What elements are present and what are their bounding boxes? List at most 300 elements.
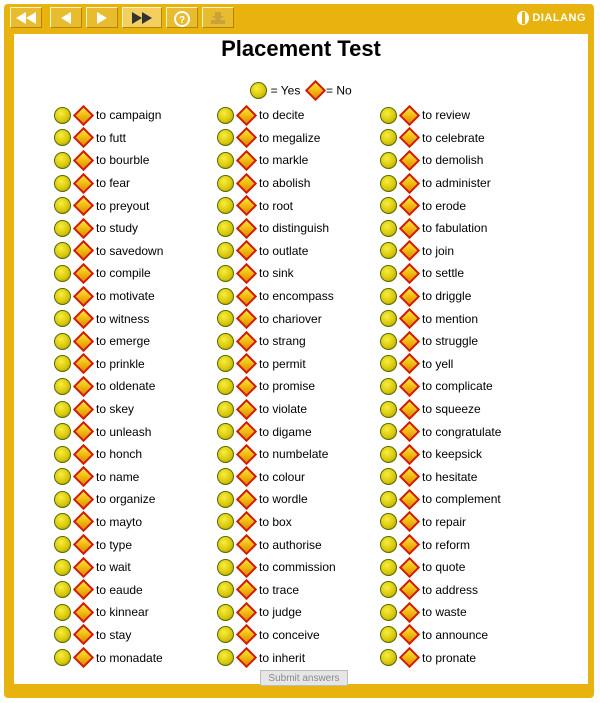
no-button[interactable] xyxy=(399,127,420,148)
word-label: to address xyxy=(422,582,479,597)
yes-button[interactable] xyxy=(217,129,234,146)
yes-button[interactable] xyxy=(54,333,71,350)
word-item xyxy=(380,285,560,308)
word-label: to inherit xyxy=(259,650,306,665)
legend xyxy=(14,82,588,99)
word-label: to repair xyxy=(422,514,467,529)
word-item xyxy=(217,307,397,330)
word-label: to emerge xyxy=(96,334,151,349)
no-button[interactable] xyxy=(73,195,94,216)
yes-button[interactable] xyxy=(380,288,397,305)
no-button[interactable] xyxy=(399,376,420,397)
word-item xyxy=(380,578,560,601)
word-item xyxy=(380,353,560,376)
word-label: to driggle xyxy=(422,289,472,304)
yes-button[interactable] xyxy=(54,649,71,666)
word-label: to mention xyxy=(422,311,479,326)
yes-button[interactable] xyxy=(217,446,234,463)
right-arrow-icon xyxy=(91,11,113,25)
no-button[interactable] xyxy=(399,444,420,465)
dialang-logo xyxy=(516,10,586,26)
yes-button[interactable] xyxy=(217,333,234,350)
yes-button[interactable] xyxy=(54,626,71,643)
yes-button[interactable] xyxy=(217,559,234,576)
word-label: to judge xyxy=(259,605,302,620)
yes-button[interactable] xyxy=(380,333,397,350)
word-item xyxy=(217,149,397,172)
page-title: Placement Test xyxy=(221,36,381,61)
yes-button[interactable] xyxy=(54,288,71,305)
yes-button[interactable] xyxy=(380,581,397,598)
word-label: to motivate xyxy=(96,289,155,304)
no-button[interactable] xyxy=(399,331,420,352)
no-button[interactable] xyxy=(236,534,257,555)
word-item xyxy=(217,646,397,669)
no-button[interactable] xyxy=(236,647,257,668)
word-item xyxy=(380,511,560,534)
no-button[interactable] xyxy=(399,534,420,555)
yes-button[interactable] xyxy=(54,536,71,553)
no-button[interactable] xyxy=(236,489,257,510)
word-label: to colour xyxy=(259,469,306,484)
word-label: to review xyxy=(422,108,471,123)
yes-button[interactable] xyxy=(54,310,71,327)
word-item xyxy=(54,533,234,556)
yes-button[interactable] xyxy=(217,310,234,327)
no-button[interactable] xyxy=(73,331,94,352)
word-item xyxy=(380,375,560,398)
word-item xyxy=(217,262,397,285)
no-button[interactable] xyxy=(399,466,420,487)
word-label: to numbelate xyxy=(259,447,329,462)
no-button[interactable] xyxy=(236,263,257,284)
word-item xyxy=(54,375,234,398)
word-item xyxy=(54,601,234,624)
yes-button[interactable] xyxy=(217,423,234,440)
word-item xyxy=(217,127,397,150)
no-button[interactable] xyxy=(399,240,420,261)
word-label: to monadate xyxy=(96,650,163,665)
yes-button[interactable] xyxy=(217,513,234,530)
word-item xyxy=(54,172,234,195)
word-item xyxy=(217,443,397,466)
word-item xyxy=(54,646,234,669)
save-button[interactable] xyxy=(202,7,234,28)
word-label: to wordle xyxy=(259,492,308,507)
no-button[interactable] xyxy=(73,263,94,284)
yes-button[interactable] xyxy=(380,468,397,485)
yes-button[interactable] xyxy=(54,446,71,463)
yes-button[interactable] xyxy=(380,355,397,372)
yes-button[interactable] xyxy=(380,265,397,282)
word-label: to bourble xyxy=(96,153,150,168)
word-label: to mayto xyxy=(96,514,143,529)
word-item xyxy=(54,624,234,647)
word-label: to trace xyxy=(259,582,300,597)
word-label: to struggle xyxy=(422,334,479,349)
no-button[interactable] xyxy=(399,172,420,193)
word-label: to megalize xyxy=(259,130,321,145)
no-button[interactable] xyxy=(73,398,94,419)
yes-icon xyxy=(250,82,267,99)
yes-button[interactable] xyxy=(54,468,71,485)
toolbar xyxy=(4,4,594,32)
legend-yes-label: = Yes xyxy=(270,83,301,98)
yes-button[interactable] xyxy=(217,626,234,643)
yes-button[interactable] xyxy=(54,265,71,282)
no-button[interactable] xyxy=(236,398,257,419)
word-label: to keepsick xyxy=(422,447,483,462)
no-button[interactable] xyxy=(399,647,420,668)
word-label: to unleash xyxy=(96,424,152,439)
word-item xyxy=(54,556,234,579)
word-item xyxy=(380,420,560,443)
yes-button[interactable] xyxy=(54,513,71,530)
no-button[interactable] xyxy=(73,444,94,465)
yes-button[interactable] xyxy=(217,604,234,621)
yes-button[interactable] xyxy=(217,649,234,666)
word-item xyxy=(217,556,397,579)
double-left-arrow-icon xyxy=(15,11,37,25)
yes-button[interactable] xyxy=(217,197,234,214)
word-label: to join xyxy=(422,243,455,258)
word-item xyxy=(380,149,560,172)
word-item xyxy=(380,646,560,669)
word-label: to honch xyxy=(96,447,143,462)
no-button[interactable] xyxy=(399,150,420,171)
yes-button[interactable] xyxy=(54,152,71,169)
no-button[interactable] xyxy=(399,602,420,623)
no-button[interactable] xyxy=(73,421,94,442)
word-label: to outlate xyxy=(259,243,309,258)
logo-text: DIALANG xyxy=(532,12,586,24)
main-content xyxy=(14,34,588,684)
word-item xyxy=(380,466,560,489)
yes-button[interactable] xyxy=(54,378,71,395)
submit-button[interactable]: Submit answers xyxy=(260,670,348,686)
yes-button[interactable] xyxy=(380,220,397,237)
word-item xyxy=(54,466,234,489)
yes-button[interactable] xyxy=(217,581,234,598)
no-button[interactable] xyxy=(73,511,94,532)
word-label: to administer xyxy=(422,176,491,191)
word-item xyxy=(217,217,397,240)
word-item xyxy=(380,172,560,195)
no-button[interactable] xyxy=(236,511,257,532)
word-item xyxy=(217,353,397,376)
word-item xyxy=(54,217,234,240)
yes-button[interactable] xyxy=(54,107,71,124)
word-label: to congratulate xyxy=(422,424,502,439)
next-button[interactable] xyxy=(122,7,162,28)
no-button[interactable] xyxy=(399,398,420,419)
yes-button[interactable] xyxy=(380,152,397,169)
word-label: to abolish xyxy=(259,176,311,191)
word-label: to compile xyxy=(96,266,151,281)
word-item xyxy=(380,307,560,330)
legend-no-label: = No xyxy=(326,83,352,98)
yes-button[interactable] xyxy=(54,423,71,440)
word-item xyxy=(217,488,397,511)
yes-button[interactable] xyxy=(380,423,397,440)
yes-button[interactable] xyxy=(380,536,397,553)
word-item xyxy=(380,624,560,647)
word-item xyxy=(217,375,397,398)
no-button[interactable] xyxy=(399,489,420,510)
word-item xyxy=(54,104,234,127)
no-button[interactable] xyxy=(399,308,420,329)
no-button[interactable] xyxy=(236,579,257,600)
word-label: to fabulation xyxy=(422,221,488,236)
no-button[interactable] xyxy=(399,579,420,600)
no-button[interactable] xyxy=(236,557,257,578)
no-button[interactable] xyxy=(399,624,420,645)
no-button[interactable] xyxy=(236,218,257,239)
no-button[interactable] xyxy=(399,195,420,216)
no-button[interactable] xyxy=(399,511,420,532)
back-button[interactable] xyxy=(50,7,82,28)
no-button[interactable] xyxy=(236,105,257,126)
word-label: to strang xyxy=(259,334,306,349)
word-item xyxy=(380,443,560,466)
no-button[interactable] xyxy=(73,602,94,623)
word-item xyxy=(380,194,560,217)
svg-text:?: ? xyxy=(178,15,186,26)
word-item xyxy=(217,104,397,127)
logo-icon xyxy=(516,10,530,26)
word-item xyxy=(380,330,560,353)
help-button[interactable] xyxy=(166,7,198,28)
yes-button[interactable] xyxy=(380,378,397,395)
word-label: to name xyxy=(96,469,140,484)
word-label: to futt xyxy=(96,130,127,145)
word-label: to waste xyxy=(422,605,467,620)
word-label: to savedown xyxy=(96,243,164,258)
yes-button[interactable] xyxy=(380,175,397,192)
word-item xyxy=(380,398,560,421)
word-item xyxy=(54,488,234,511)
word-item xyxy=(54,127,234,150)
word-item xyxy=(54,330,234,353)
no-button[interactable] xyxy=(399,263,420,284)
word-label: to decite xyxy=(259,108,305,123)
no-button[interactable] xyxy=(236,624,257,645)
no-button[interactable] xyxy=(236,421,257,442)
no-button[interactable] xyxy=(399,557,420,578)
no-button[interactable] xyxy=(73,172,94,193)
yes-button[interactable] xyxy=(380,559,397,576)
no-button[interactable] xyxy=(73,489,94,510)
yes-button[interactable] xyxy=(217,265,234,282)
no-button[interactable] xyxy=(73,466,94,487)
yes-button[interactable] xyxy=(217,220,234,237)
no-button[interactable] xyxy=(236,376,257,397)
yes-button[interactable] xyxy=(54,242,71,259)
no-button[interactable] xyxy=(73,353,94,374)
word-column-1 xyxy=(54,104,234,669)
no-button[interactable] xyxy=(73,127,94,148)
word-label: to eaude xyxy=(96,582,143,597)
yes-button[interactable] xyxy=(217,175,234,192)
word-label: to erode xyxy=(422,198,467,213)
word-item xyxy=(217,420,397,443)
word-label: to digame xyxy=(259,424,312,439)
word-label: to fear xyxy=(96,176,131,191)
no-button[interactable] xyxy=(236,127,257,148)
word-label: to box xyxy=(259,514,292,529)
word-label: to pronate xyxy=(422,650,477,665)
no-button[interactable] xyxy=(236,285,257,306)
word-label: to preyout xyxy=(96,198,150,213)
download-icon xyxy=(208,11,228,25)
yes-button[interactable] xyxy=(380,401,397,418)
no-button[interactable] xyxy=(236,150,257,171)
yes-button[interactable] xyxy=(380,649,397,666)
no-button[interactable] xyxy=(73,557,94,578)
yes-button[interactable] xyxy=(217,355,234,372)
word-item xyxy=(54,443,234,466)
no-button[interactable] xyxy=(73,376,94,397)
no-button[interactable] xyxy=(236,172,257,193)
yes-button[interactable] xyxy=(380,491,397,508)
yes-button[interactable] xyxy=(54,604,71,621)
yes-button[interactable] xyxy=(380,513,397,530)
word-item xyxy=(217,398,397,421)
word-label: to root xyxy=(259,198,294,213)
yes-button[interactable] xyxy=(380,310,397,327)
no-button[interactable] xyxy=(73,624,94,645)
yes-button[interactable] xyxy=(217,536,234,553)
yes-button[interactable] xyxy=(217,152,234,169)
yes-button[interactable] xyxy=(217,401,234,418)
no-button[interactable] xyxy=(73,579,94,600)
word-item xyxy=(217,240,397,263)
word-label: to demolish xyxy=(422,153,484,168)
word-item xyxy=(380,104,560,127)
yes-button[interactable] xyxy=(217,242,234,259)
word-label: to authorise xyxy=(259,537,322,552)
word-label: to markle xyxy=(259,153,309,168)
yes-button[interactable] xyxy=(217,107,234,124)
no-button[interactable] xyxy=(399,421,420,442)
word-label: to violate xyxy=(259,402,308,417)
word-label: to campaign xyxy=(96,108,162,123)
yes-button[interactable] xyxy=(54,220,71,237)
no-button[interactable] xyxy=(399,218,420,239)
word-label: to organize xyxy=(96,492,156,507)
word-column-2 xyxy=(217,104,397,669)
no-button[interactable] xyxy=(399,105,420,126)
word-item xyxy=(217,194,397,217)
yes-button[interactable] xyxy=(54,491,71,508)
word-label: to celebrate xyxy=(422,130,485,145)
no-button[interactable] xyxy=(236,602,257,623)
word-label: to sink xyxy=(259,266,294,281)
no-button[interactable] xyxy=(236,331,257,352)
yes-button[interactable] xyxy=(54,559,71,576)
help-icon xyxy=(173,11,191,27)
word-label: to announce xyxy=(422,627,489,642)
yes-button[interactable] xyxy=(54,581,71,598)
no-button[interactable] xyxy=(73,218,94,239)
word-item xyxy=(217,330,397,353)
word-label: to skey xyxy=(96,402,135,417)
yes-button[interactable] xyxy=(380,446,397,463)
yes-button[interactable] xyxy=(217,491,234,508)
word-label: to complicate xyxy=(422,379,493,394)
no-button[interactable] xyxy=(73,647,94,668)
word-item xyxy=(54,578,234,601)
no-button[interactable] xyxy=(73,308,94,329)
yes-button[interactable] xyxy=(217,288,234,305)
app-frame xyxy=(4,4,594,698)
no-button[interactable] xyxy=(73,105,94,126)
yes-button[interactable] xyxy=(380,197,397,214)
forward-button[interactable] xyxy=(86,7,118,28)
no-button[interactable] xyxy=(73,150,94,171)
no-button[interactable] xyxy=(399,353,420,374)
no-button[interactable] xyxy=(236,353,257,374)
yes-button[interactable] xyxy=(380,604,397,621)
no-button[interactable] xyxy=(236,444,257,465)
word-item xyxy=(380,533,560,556)
yes-button[interactable] xyxy=(380,129,397,146)
no-button[interactable] xyxy=(73,285,94,306)
word-item xyxy=(54,149,234,172)
word-item xyxy=(54,307,234,330)
word-label: to permit xyxy=(259,356,306,371)
word-item xyxy=(380,488,560,511)
word-label: to reform xyxy=(422,537,471,552)
no-button[interactable] xyxy=(73,240,94,261)
word-label: to stay xyxy=(96,627,132,642)
yes-button[interactable] xyxy=(217,468,234,485)
word-item xyxy=(217,601,397,624)
word-column-3 xyxy=(380,104,560,669)
word-item xyxy=(54,262,234,285)
first-page-button[interactable] xyxy=(10,7,42,28)
yes-button[interactable] xyxy=(380,242,397,259)
word-label: to prinkle xyxy=(96,356,145,371)
no-button[interactable] xyxy=(73,534,94,555)
no-button[interactable] xyxy=(399,285,420,306)
yes-button[interactable] xyxy=(54,175,71,192)
yes-button[interactable] xyxy=(217,378,234,395)
word-label: to study xyxy=(96,221,139,236)
word-label: to complement xyxy=(422,492,501,507)
word-label: to settle xyxy=(422,266,465,281)
yes-button[interactable] xyxy=(54,401,71,418)
word-item xyxy=(217,172,397,195)
word-item xyxy=(217,285,397,308)
word-label: to encompass xyxy=(259,289,334,304)
no-button[interactable] xyxy=(236,466,257,487)
yes-button[interactable] xyxy=(54,355,71,372)
no-button[interactable] xyxy=(236,308,257,329)
yes-button[interactable] xyxy=(54,129,71,146)
word-item xyxy=(217,466,397,489)
yes-button[interactable] xyxy=(54,197,71,214)
word-item xyxy=(217,624,397,647)
word-item xyxy=(54,285,234,308)
word-item xyxy=(380,556,560,579)
no-button[interactable] xyxy=(236,240,257,261)
word-label: to conceive xyxy=(259,627,320,642)
yes-button[interactable] xyxy=(380,626,397,643)
yes-button[interactable] xyxy=(380,107,397,124)
no-button[interactable] xyxy=(236,195,257,216)
word-item xyxy=(380,262,560,285)
